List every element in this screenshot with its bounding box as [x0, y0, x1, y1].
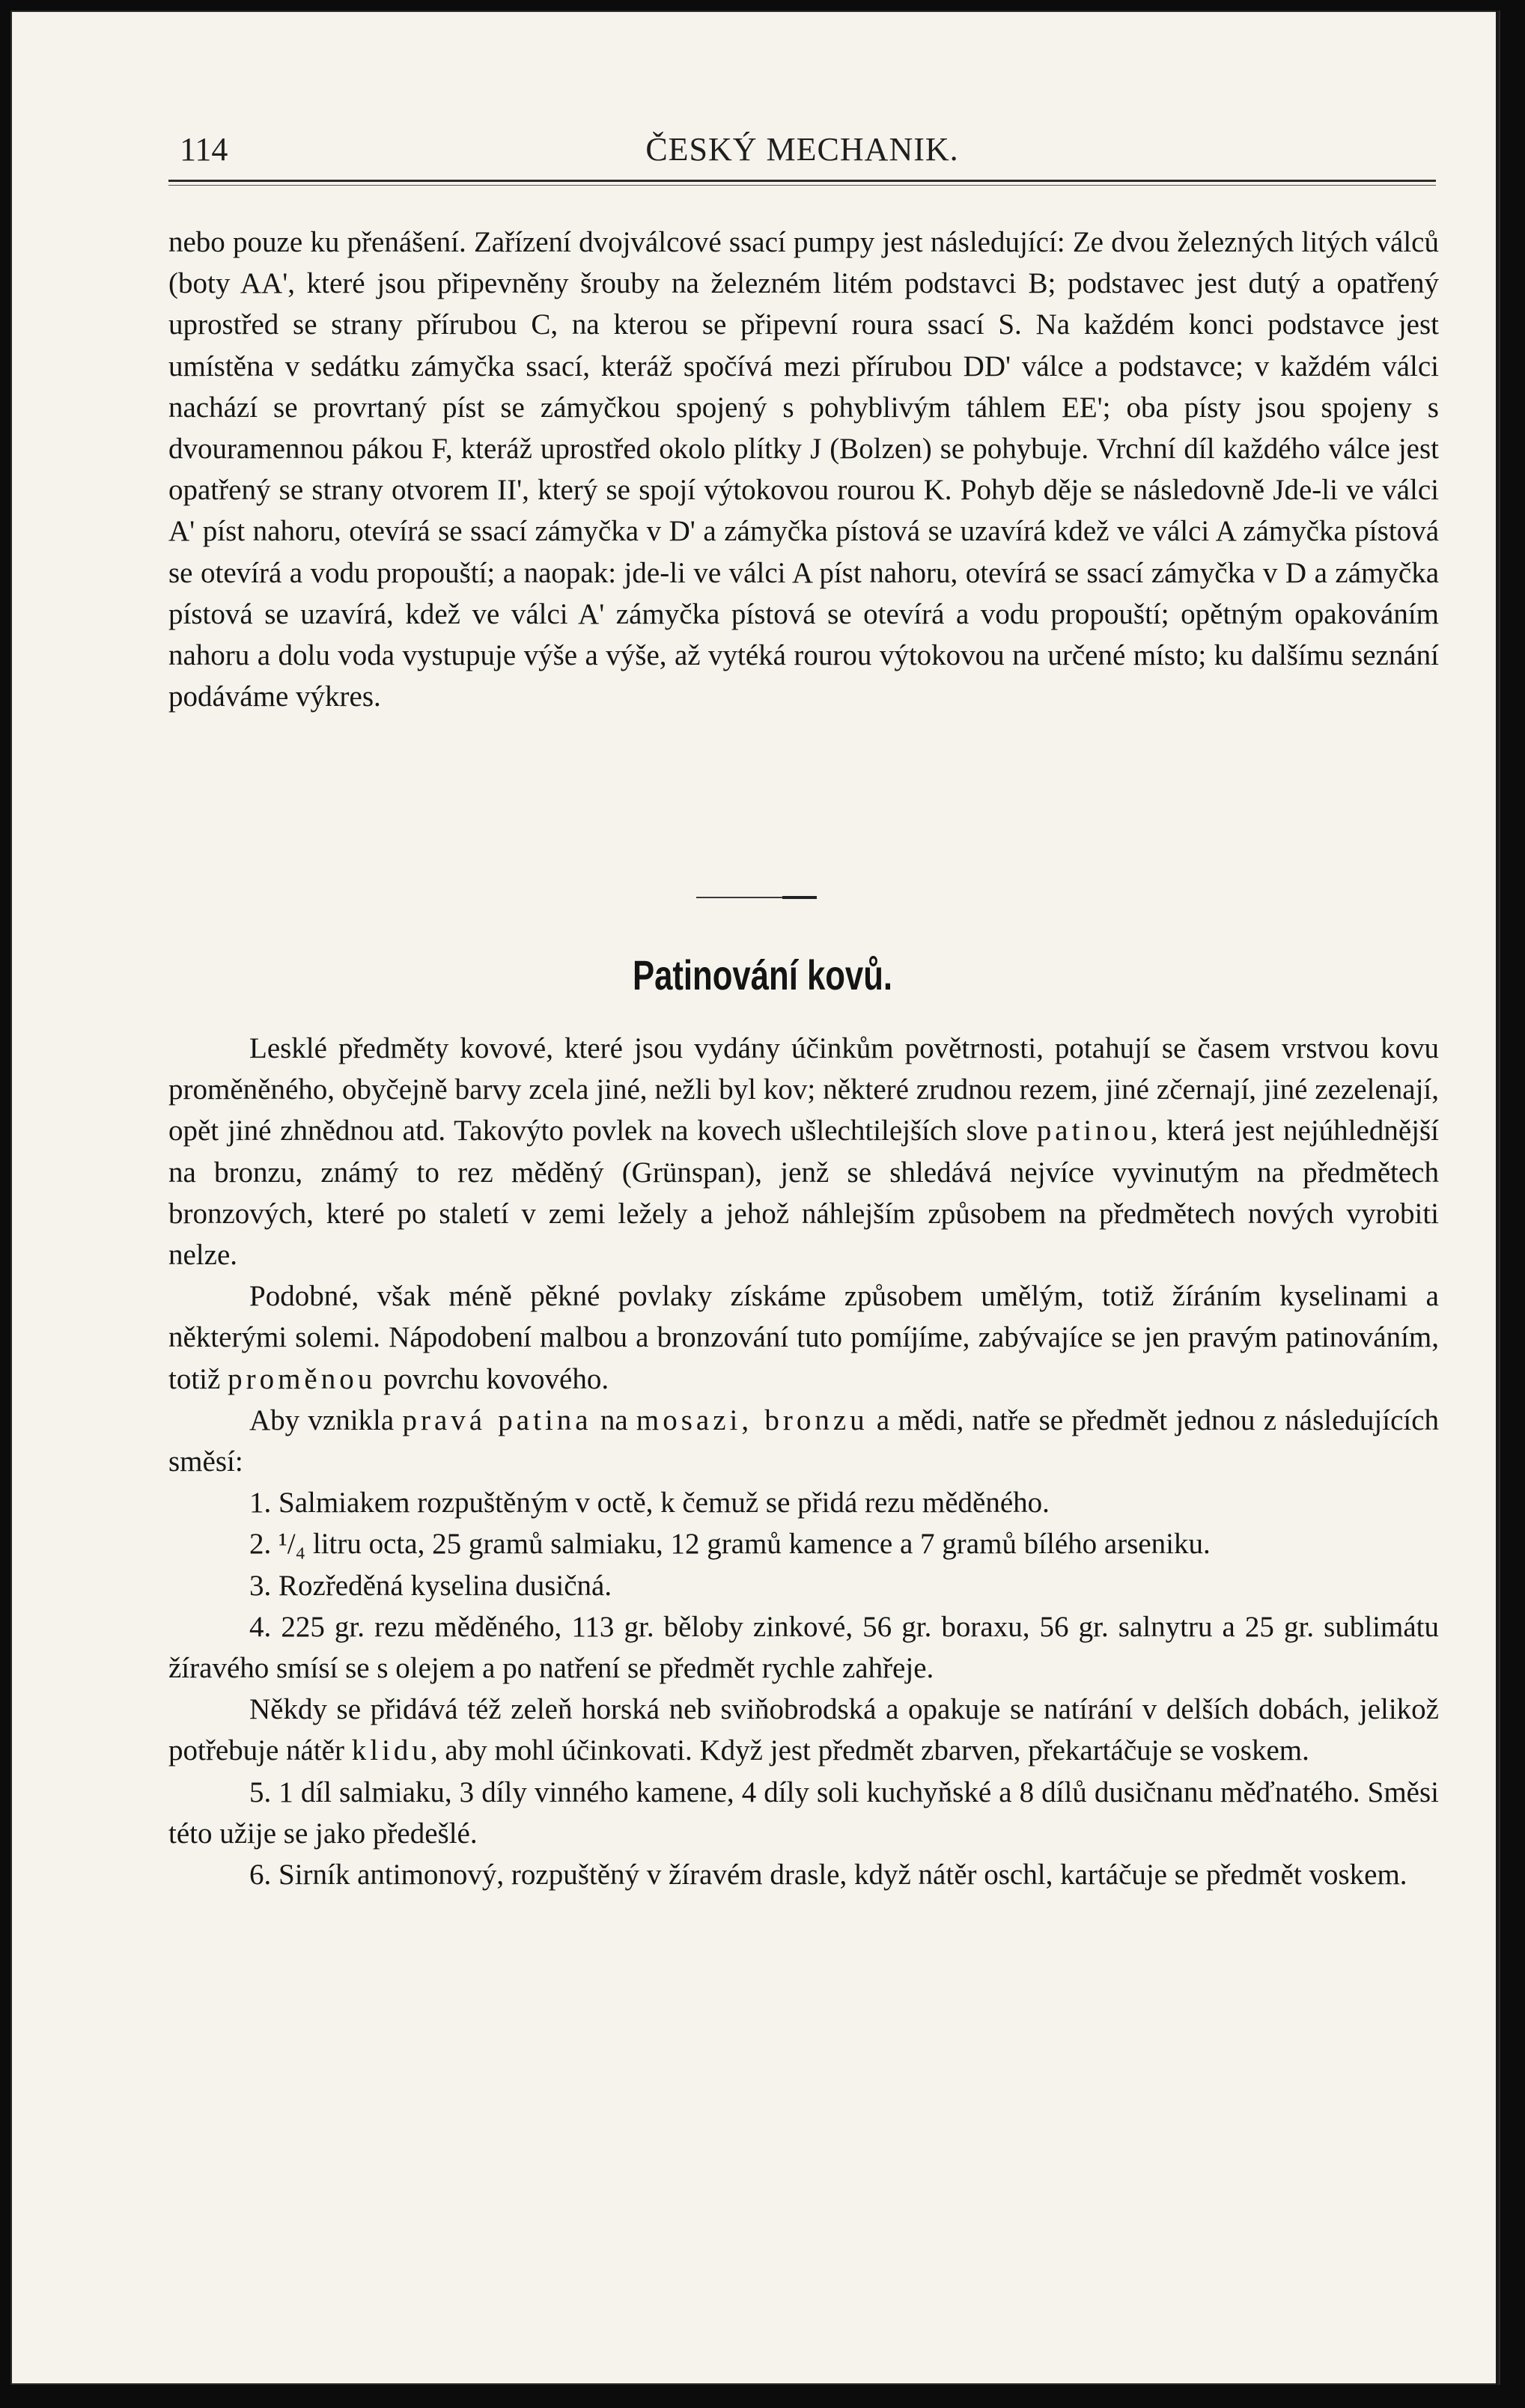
page-edge-shadow — [1496, 10, 1499, 2385]
article-body — [168, 1028, 1439, 1895]
recipe-3: 3. Rozředěná kyselina dusičná. — [249, 1569, 612, 1602]
journal-title: ČESKÝ MECHANIK. — [645, 131, 959, 168]
spaced-term-klidu: klidu — [351, 1734, 430, 1767]
pump-paragraph: nebo pouze ku přenášení. Zařízení dvojválcové ssací pumpy jest následující: Ze dvou železných litých válců (boty AA', které jsou připevněny šrouby na železném litém podstavci B; podstavec jest dutý a opatřený uprostřed se strany přírubou C, na kterou se připevní roura ssací S. Na každém konci podstavce jest umístěna v sedátku zámyčka ssací, kteráž spočívá mezi přírubou DD' válce a podstavce; v každém válci nachází se provrtaný píst se zámyčkou spojený s pohyblivým táhlem EE'; oba písty jsou spojeny s dvouramennou pákou F, kteráž uprostřed okolo plítky J (Bolzen) se pohybuje. Vrchní díl každého válce jest opatřený se strany otvorem II', který se spojí výtokovou rourou K. Pohyb děje se následovně Jde-li ve válci A' píst nahoru, otevírá se ssací zámyčka v D' a zámyčka pístová se uzavírá kdež ve válci A zámyčka pístová se otevírá a vodu propouští; a naopak: jde-li ve válci A píst nahoru, otevírá se ssací zámyčka v D a zámyčka pístová se uzavírá, kdež ve válci A' zámyčka pístová se otevírá a vodu propouští; opětným opakováním nahoru a dolu voda vystupuje výše a výše, až vytéká rourou výtokovou na určené místo; ku dalšímu seznání podáváme výkres. — [168, 226, 1439, 713]
mixtures-intro: Aby vznikla pravá patina na mosazi, bronzu a mědi, natře se předmět jednou z následujících směsí: — [168, 1403, 1440, 1478]
header-rule — [168, 180, 1436, 182]
recipe-2: 2. ¹/₄ litru octa, 25 gramů salmiaku, 12 gramů kamence a 7 gramů bílého arseniku. — [249, 1528, 1211, 1561]
recipe-4: 4. 225 gr. rezu měděného, 113 gr. běloby zinkové, 56 gr. boraxu, 56 gr. salnytru a 25 gr. sublimátu žíravého smísí se s olejem a po natření se předmět rychle zahřeje. — [168, 1610, 1439, 1685]
recipe-1: 1. Salmiakem rozpuštěným v octě, k čemuž se přidá rezu měděného. — [249, 1487, 1050, 1520]
recipe-6: 6. Sirník antimonový, rozpuštěný v žíravém drasle, když nátěr oschl, kartáčuje se předmět voskem. — [249, 1859, 1407, 1892]
running-header — [168, 126, 1436, 174]
spaced-term-metals: mosazi, bronzu — [636, 1403, 868, 1436]
artificial-paragraph: Podobné, však méně pěkné povlaky získáme způsobem umělým, totiž žíráním kyselinami a některými solemi. Nápodobení malbou a bronzování tuto pomíjíme, zabývajíce se jen pravým patinováním, totiž proměnou povrchu kovového. — [168, 1280, 1439, 1395]
header-rule-thin — [168, 185, 1436, 186]
recipe-5: 5. 1 díl salmiaku, 3 díly vinného kamene, 4 díly soli kuchyňské a 8 dílů dusičnanu měďnatého. Směsi této užije se jako předešlé. — [168, 1775, 1439, 1850]
intro-paragraph: Lesklé předměty kovové, které jsou vydány účinkům povětrnosti, potahují se časem vrstvou kovu proměněného, obyčejně barvy zcela jiné, nežli byl kov; některé zrudnou rezem, jiné zčernají, jiné zezelenají, opět jiné zhnědnou atd. Takovýto povlek na kovech ušlechtilejších slove patinou, která jest nejúhlednější na bronzu, známý to rez měděný (Grünspan), jenž se shledává nejvíce vyvinutým na předmětech bronzových, které po staletí v zemi ležely a jehož náhlejším způsobem na předmětech nových vyrobiti nelze. — [168, 1032, 1439, 1272]
section-separator-mark — [782, 896, 817, 899]
spaced-term-promenou: proměnou — [228, 1362, 377, 1395]
note-paragraph: Někdy se přidává též zeleň horská neb sviňobrodská a opakuje se natírání v delších dobách, jelikož potřebuje nátěr klidu, aby mohl účinkovati. Když jest předmět zbarven, překartáčuje se voskem. — [168, 1693, 1439, 1767]
spaced-term-prava-patina: pravá patina — [402, 1403, 592, 1436]
pump-description — [168, 222, 1439, 717]
page-number: 114 — [180, 131, 228, 168]
spaced-term-patinou: patinou — [1036, 1115, 1151, 1147]
article-title: Patinování kovů. — [632, 951, 893, 999]
